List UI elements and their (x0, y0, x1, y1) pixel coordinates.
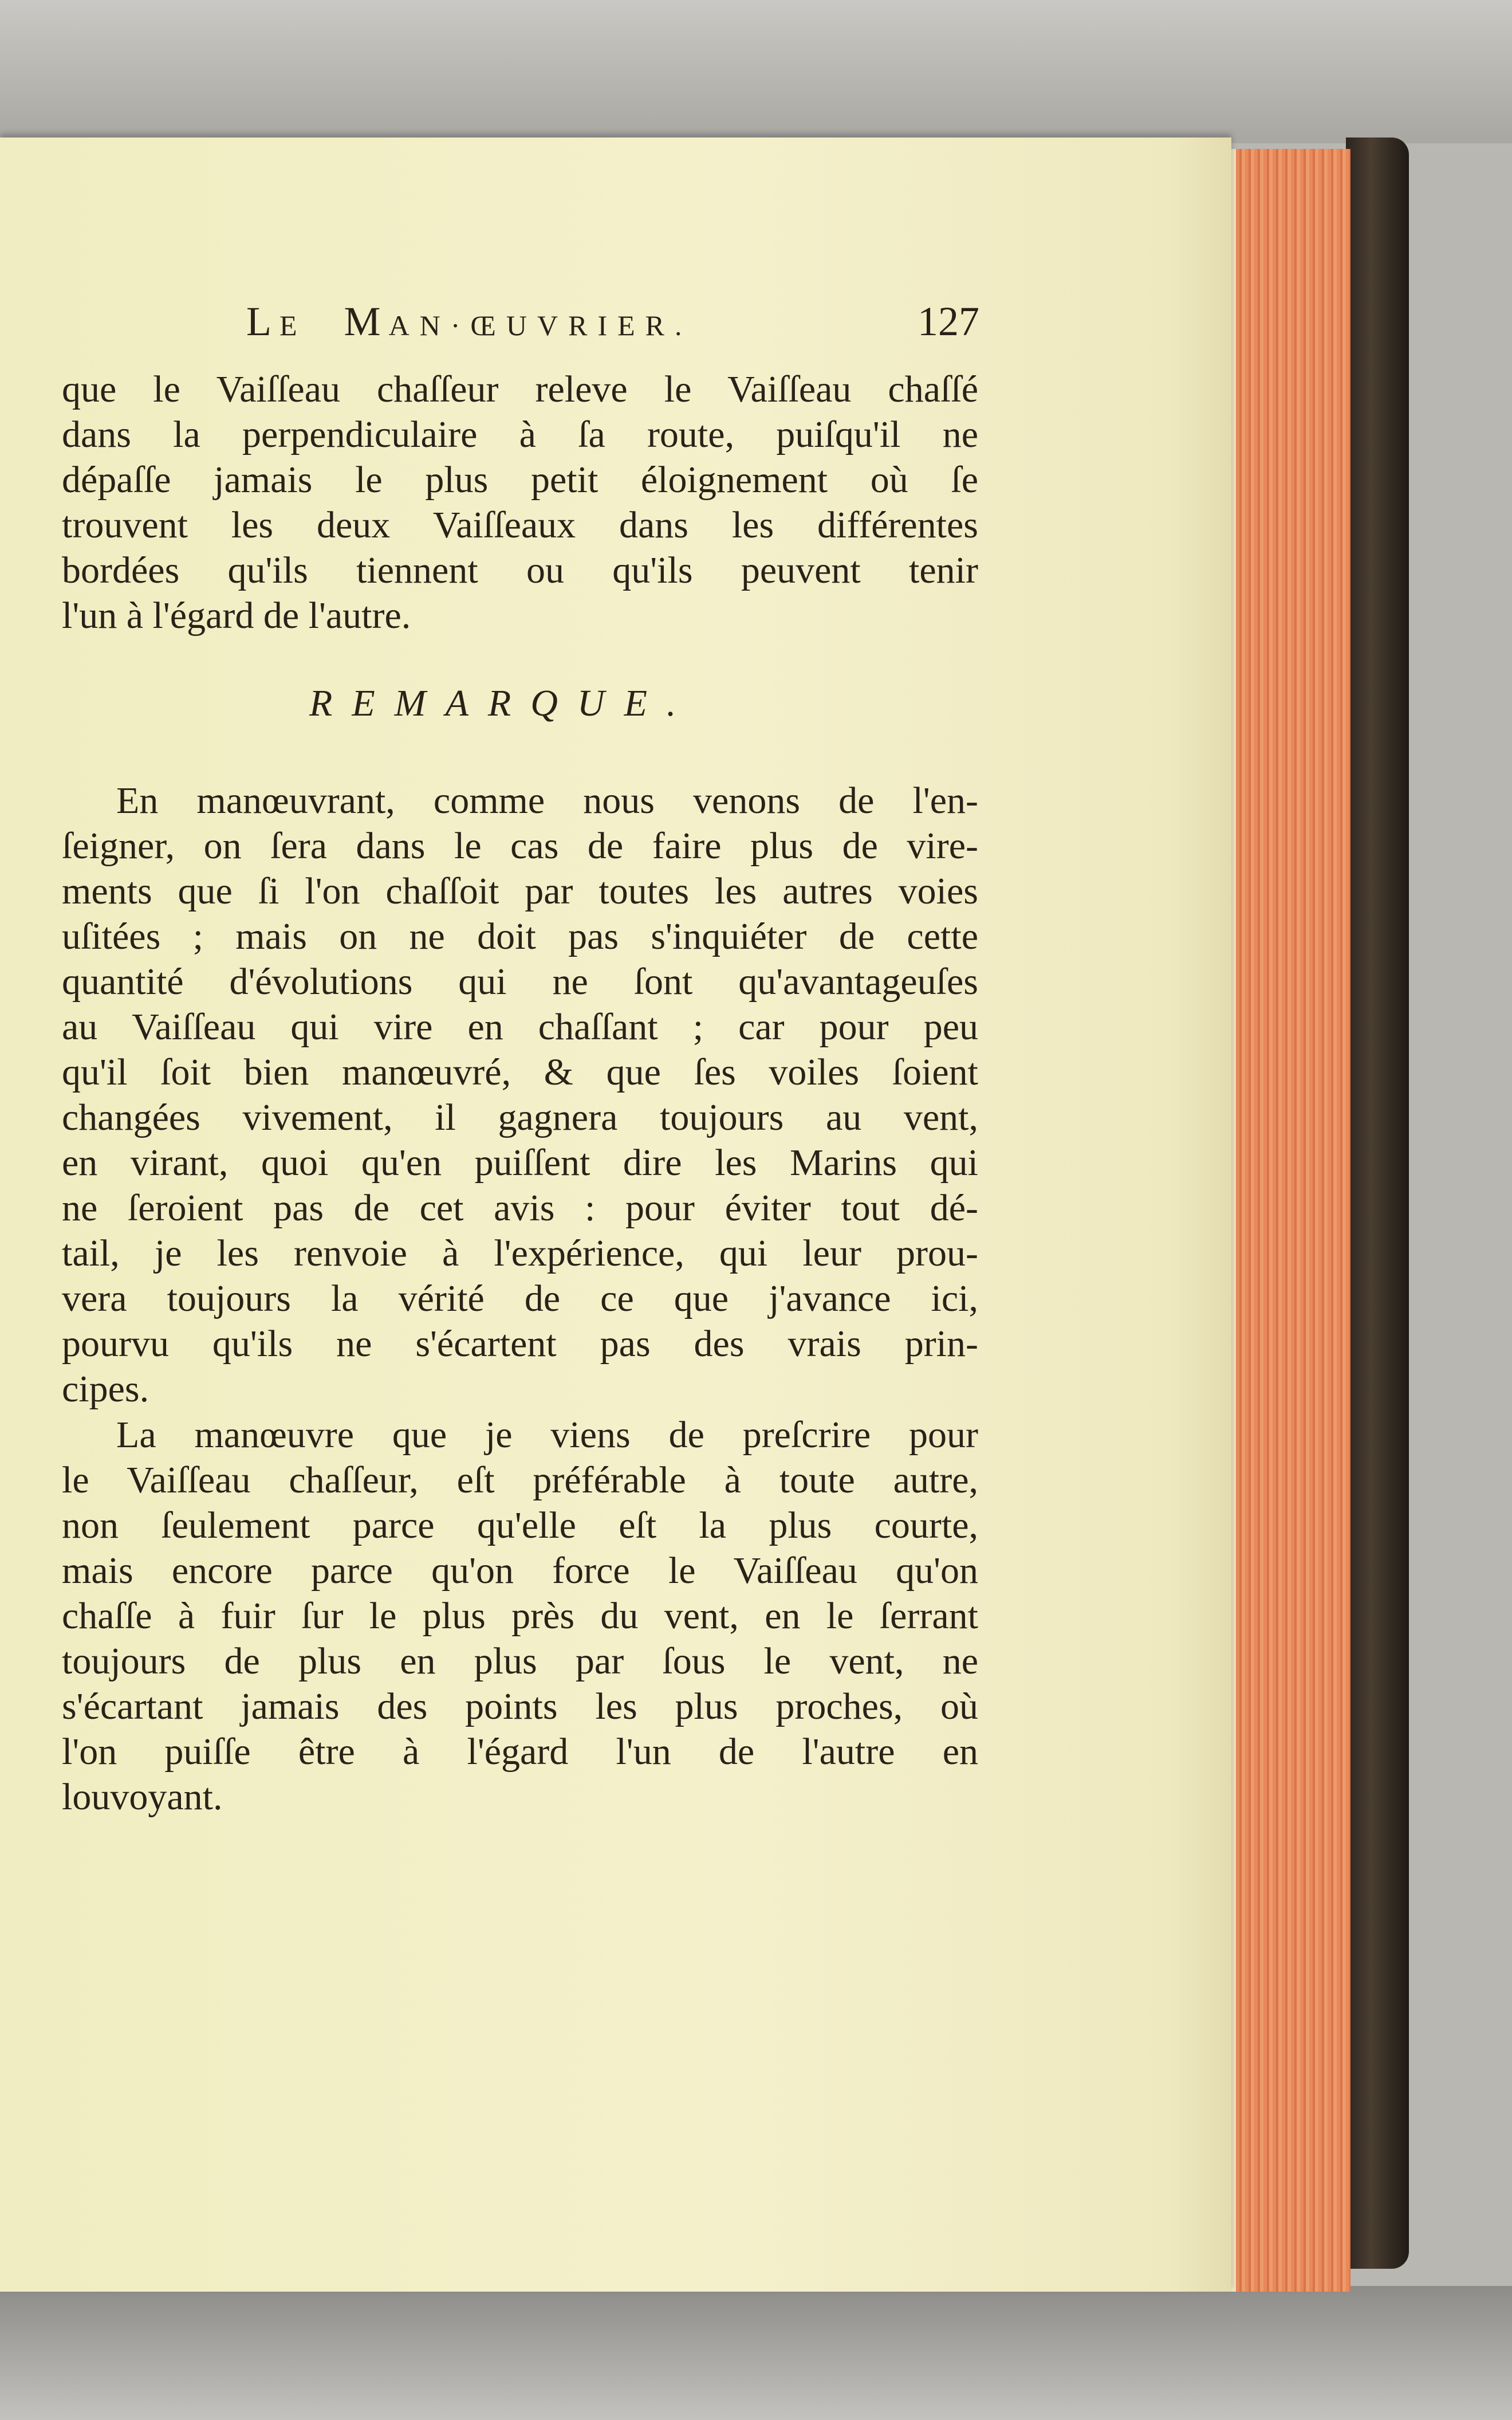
text-line: mais encore parce qu'on force le Vaiſſeau qu'on (62, 1550, 978, 1592)
text-line: La manœuvre que je viens de preſcrire pour (116, 1414, 978, 1456)
section-heading: REMARQUE. (309, 682, 696, 724)
text-line: non ſeulement parce qu'elle eſt la plus courte, (62, 1504, 978, 1546)
text-line: le Vaiſſeau chaſſeur, eſt préférable à toute autre, (62, 1459, 978, 1501)
text-line: ne ſeroient pas de cet avis : pour éviter tout dé- (62, 1187, 978, 1229)
running-header (246, 298, 979, 349)
scan-background-bottom (0, 2286, 1512, 2420)
paragraph-conclusion (62, 1412, 978, 1820)
text-line: trouvent les deux Vaiſſeaux dans les différentes (62, 504, 978, 546)
text-line: l'un à l'égard de l'autre. (62, 595, 411, 637)
text-line: toujours de plus en plus par ſous le vent, ne (62, 1640, 978, 1682)
text-line: ments que ſi l'on chaſſoit par toutes les autres voies (62, 870, 978, 912)
text-line: en virant, quoi qu'en puiſſent dire les Marins qui (62, 1142, 978, 1184)
text-line: s'écartant jamais des points les plus proches, où (62, 1686, 978, 1727)
text-line: tail, je les renvoie à l'expérience, qui leur prou- (62, 1232, 978, 1274)
text-line: que le Vaiſſeau chaſſeur releve le Vaiſſeau chaſſé (62, 368, 978, 410)
text-line: au Vaiſſeau qui vire en chaſſant ; car pour peu (62, 1006, 978, 1048)
text-line: bordées qu'ils tiennent ou qu'ils peuvent tenir (62, 549, 978, 591)
text-line: uſitées ; mais on ne doit pas s'inquiéter de cette (62, 916, 978, 957)
text-line: En manœuvrant, comme nous venons de l'en- (116, 780, 978, 822)
text-line: vera toujours la vérité de ce que j'avance ici, (62, 1278, 978, 1319)
text-line: qu'il ſoit bien manœuvré, & que ſes voiles ſoient (62, 1051, 978, 1093)
text-line: chaſſe à fuir ſur le plus près du vent, en le ſerrant (62, 1595, 978, 1637)
book-binding (1346, 138, 1409, 2269)
page-number: 127 (918, 298, 979, 344)
text-line: cipes. (62, 1368, 149, 1410)
scan-background-top (0, 0, 1512, 143)
paragraph-remarque (62, 778, 978, 1412)
paragraph-continued (62, 367, 978, 638)
text-line: dépaſſe jamais le plus petit éloignement où ſe (62, 459, 978, 501)
text-line: dans la perpendiculaire à ſa route, puiſqu'il ne (62, 414, 978, 455)
text-line: ſeigner, on ſera dans le cas de faire plus de vire- (62, 825, 978, 867)
running-title: LE MAN·ŒUVRIER. (246, 298, 692, 344)
page-edges (1231, 149, 1350, 2292)
text-line: quantité d'évolutions qui ne ſont qu'avantageuſes (62, 961, 978, 1003)
text-line: changées vivement, il gagnera toujours au vent, (62, 1097, 978, 1138)
text-line: louvoyant. (62, 1776, 223, 1818)
text-line: pourvu qu'ils ne s'écartent pas des vrais prin- (62, 1323, 978, 1365)
text-line: l'on puiſſe être à l'égard l'un de l'autre en (62, 1731, 978, 1773)
